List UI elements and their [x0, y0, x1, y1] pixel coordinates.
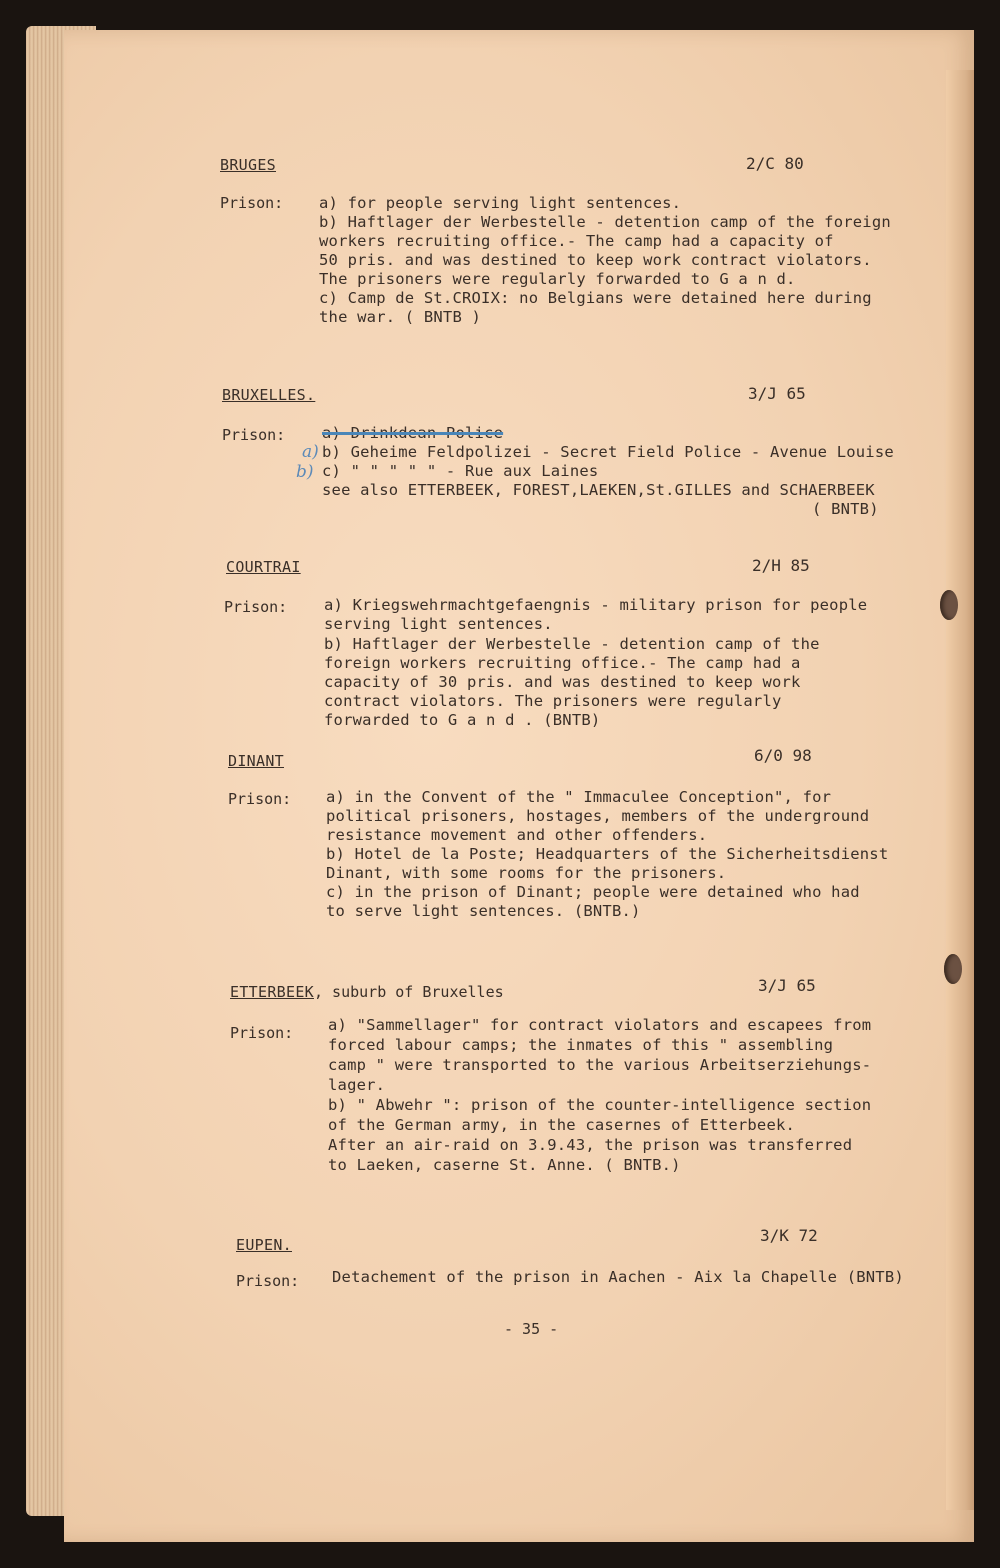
text-line: The prisoners were regularly forwarded to G a n d.	[319, 270, 796, 288]
text-line: capacity of 30 pris. and was destined to keep work	[324, 673, 801, 691]
punch-hole	[940, 590, 958, 620]
section-ref-bruxelles: 3/J 65	[748, 384, 806, 403]
text-line: of the German army, in the casernes of Etterbeek.	[328, 1116, 796, 1134]
prison-label: Prison:	[220, 194, 284, 212]
section-ref-eupen: 3/K 72	[760, 1226, 818, 1245]
binding-gutter	[946, 70, 974, 1510]
text-line: to serve light sentences. (BNTB.)	[326, 902, 641, 920]
handwritten-annotation: a)	[302, 442, 319, 462]
section-ref-bruges: 2/C 80	[746, 154, 804, 173]
text-line: b) Geheime Feldpolizei - Secret Field Police - Avenue Louise	[322, 443, 894, 461]
document-page	[64, 30, 974, 1542]
prison-label: Prison:	[222, 426, 286, 444]
section-ref-etterbeek: 3/J 65	[758, 976, 816, 995]
struck-line: a) Drinkdean Police	[322, 424, 504, 442]
text-line: Detachement of the prison in Aachen - Aix la Chapelle (BNTB)	[332, 1268, 904, 1286]
section-heading-etterbeek: ETTERBEEK	[230, 983, 314, 1001]
text-line: c) in the prison of Dinant; people were detained who had	[326, 883, 860, 901]
section-heading-eupen: EUPEN.	[236, 1236, 292, 1254]
section-heading-dinant: DINANT	[228, 752, 284, 770]
handwritten-annotation: b)	[296, 462, 314, 482]
prison-label: Prison:	[224, 598, 288, 616]
text-line: workers recruiting office.- The camp had a capacity of	[319, 232, 834, 250]
punch-hole	[944, 954, 962, 984]
text-line: forwarded to G a n d . (BNTB)	[324, 711, 601, 729]
prison-label: Prison:	[228, 790, 292, 808]
text-line: a) "Sammellager" for contract violators and escapees from	[328, 1016, 872, 1034]
section-heading-row-etterbeek	[230, 982, 504, 1001]
text-line: lager.	[328, 1076, 386, 1094]
section-heading-courtrai: COURTRAI	[226, 558, 301, 576]
text-line: b) " Abwehr ": prison of the counter-intelligence section	[328, 1096, 872, 1114]
text-line: a) in the Convent of the " Immaculee Conception", for	[326, 788, 832, 806]
text-line: contract violators. The prisoners were regularly	[324, 692, 782, 710]
section-heading-bruges: BRUGES	[220, 156, 276, 174]
text-line: a) Kriegswehrmachtgefaengnis - military prison for people	[324, 596, 868, 614]
section-heading-bruxelles: BRUXELLES.	[222, 386, 316, 404]
text-line: After an air-raid on 3.9.43, the prison was transferred	[328, 1136, 853, 1154]
text-line: c) Camp de St.CROIX: no Belgians were detained here during	[319, 289, 872, 307]
section-heading-suffix: , suburb of Bruxelles	[313, 983, 504, 1001]
text-line: a) for people serving light sentences.	[319, 194, 682, 212]
text-line: the war. ( BNTB )	[319, 308, 482, 326]
text-line: see also ETTERBEEK, FOREST,LAEKEN,St.GILLES and SCHAERBEEK	[322, 481, 875, 499]
page-number: - 35 -	[504, 1320, 559, 1338]
text-line: Dinant, with some rooms for the prisoners.	[326, 864, 727, 882]
text-line: serving light sentences.	[324, 615, 553, 633]
section-ref-dinant: 6/0 98	[754, 746, 812, 765]
text-line: foreign workers recruiting office.- The camp had a	[324, 654, 801, 672]
text-line: b) Haftlager der Werbestelle - detention camp of the foreign	[319, 213, 891, 231]
text-line: to Laeken, caserne St. Anne. ( BNTB.)	[328, 1156, 681, 1174]
prison-label: Prison:	[236, 1272, 300, 1290]
text-line: b) Hotel de la Poste; Headquarters of the Sicherheitsdienst	[326, 845, 889, 863]
text-line: ( BNTB)	[812, 500, 879, 518]
text-line: c) " " " " " - Rue aux Laines	[322, 462, 599, 480]
section-ref-courtrai: 2/H 85	[752, 556, 810, 575]
text-line: resistance movement and other offenders.	[326, 826, 708, 844]
prison-label: Prison:	[230, 1024, 294, 1042]
text-line: political prisoners, hostages, members of the underground	[326, 807, 870, 825]
text-line: forced labour camps; the inmates of this " assembling	[328, 1036, 834, 1054]
text-line: b) Haftlager der Werbestelle - detention camp of the	[324, 635, 820, 653]
text-line: camp " were transported to the various Arbeitserziehungs-	[328, 1056, 872, 1074]
text-line: 50 pris. and was destined to keep work contract violators.	[319, 251, 872, 269]
